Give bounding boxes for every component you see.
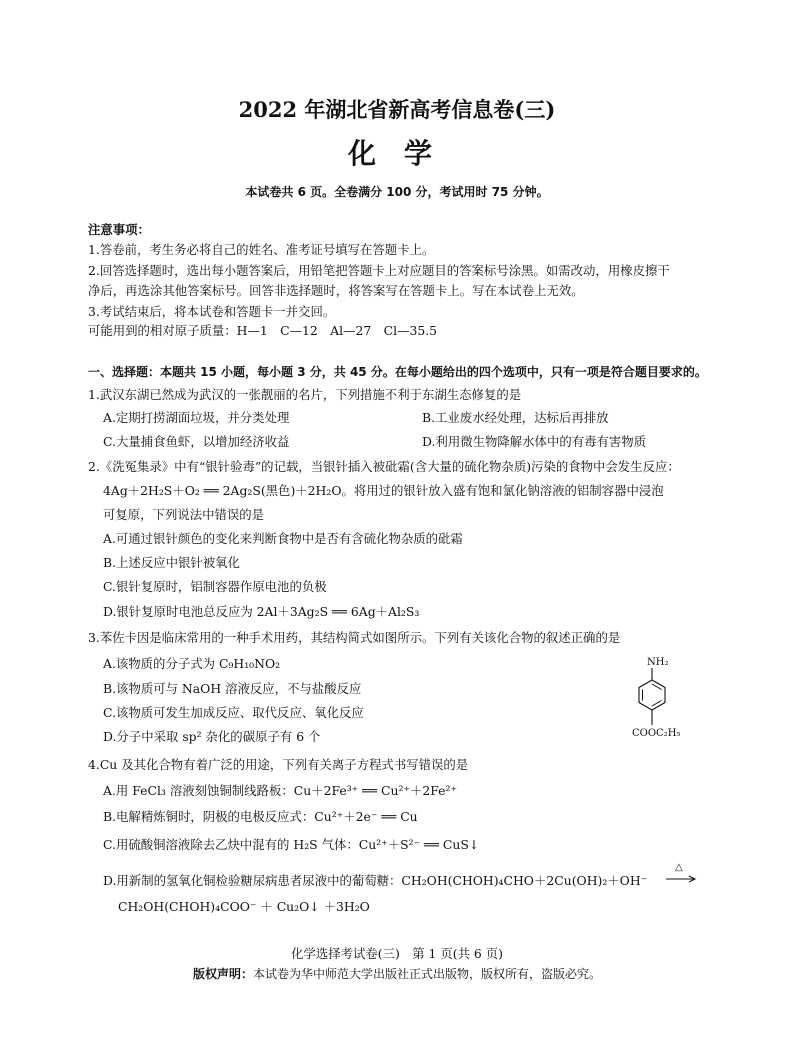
page-footer: 化学选择考试卷(三) 第 1 页(共 6 页) (291, 946, 503, 961)
amino-group-label: NH₂ (647, 657, 669, 668)
question-2-option-d: D.银针复原时电池总反应为 2Al＋3Ag₂S ══ 6Ag＋Al₂S₃ (103, 604, 420, 619)
question-4-option-b: B.电解精炼铜时，阴极的电极反应式：Cu²⁺＋2e⁻ ══ Cu (103, 809, 418, 824)
ester-group-label: COOC₂H₅ (632, 728, 681, 739)
question-2-option-c: C.银针复原时，铝制容器作原电池的负极 (103, 579, 327, 594)
benzocaine-structure (628, 655, 718, 750)
question-2-option-b: B.上述反应中银针被氧化 (103, 555, 240, 570)
note-item: 1.答卷前，考生务必将自己的姓名、准考证号填写在答题卡上。 (88, 242, 435, 257)
notes-heading: 注意事项： (88, 222, 150, 237)
question-1-option-b: B.工业废水经处理，达标后再排放 (422, 410, 609, 425)
note-item: 3.考试结束后，将本试卷和答题卡一并交回。 (88, 304, 336, 319)
question-4-option-d-continued: CH₂OH(CHOH)₄COO⁻ ＋ Cu₂O↓ ＋3H₂O (118, 899, 370, 914)
exam-subtitle: 本试卷共 6 页。全卷满分 100 分，考试用时 75 分钟。 (245, 185, 549, 199)
copyright-notice (0, 965, 794, 982)
question-3-option-d: D.分子中采取 sp² 杂化的碳原子有 6 个 (103, 729, 321, 744)
question-3-option-c: C.该物质可发生加成反应、取代反应、氧化反应 (103, 705, 364, 720)
section-heading: 一、选择题：本题共 15 小题，每小题 3 分，共 45 分。在每小题给出的四个选项中，只有一项是符合题目要求的。 (88, 365, 707, 379)
question-3-stem: 3.苯佐卡因是临床常用的一种手术用药，其结构简式如图所示。下列有关该化合物的叙述正确的是 (88, 630, 621, 645)
question-1-option-c: C.大量捕食鱼虾，以增加经济收益 (103, 434, 290, 449)
question-2-stem: 2.《洗冤集录》中有“银针验毒”的记载，当银针插入被砒霜(含大量的硫化物杂质)污染的食物中会发生反应： (88, 459, 680, 474)
question-2-equation: 4Ag＋2H₂S＋O₂ ══ 2Ag₂S(黑色)＋2H₂O。将用过的银针放入盛有饱和氯化钠溶液的铝制容器中浸泡 (103, 483, 664, 498)
copyright-text: 本试卷为华中师范大学出版社正式出版物，版权所有，盗版必究。 (253, 967, 602, 981)
copyright-label: 版权声明： (192, 967, 253, 981)
heat-symbol: △ (675, 862, 683, 873)
question-1-stem: 1.武汉东湖已然成为武汉的一张靓丽的名片，下列措施不利于东湖生态修复的是 (88, 387, 522, 402)
question-3-option-a: A.该物质的分子式为 C₉H₁₀NO₂ (103, 656, 281, 671)
exam-title: 2022 年湖北省新高考信息卷(三) (238, 97, 556, 122)
note-item: 2.回答选择题时，选出每小题答案后，用铅笔把答题卡上对应题目的答案标号涂黑。如需改动，用橡皮擦干 (88, 263, 670, 278)
question-4-option-a: A.用 FeCl₃ 溶液刻蚀铜制线路板：Cu＋2Fe³⁺ ══ Cu²⁺＋2Fe²⁺ (103, 783, 458, 798)
question-2-stem-end: 可复原，下列说法中错误的是 (103, 507, 265, 522)
atomic-masses: 可能用到的相对原子质量：H—1 C—12 Al—27 Cl—35.5 (88, 323, 438, 338)
question-4-option-d: D.用新制的氢氧化铜检验糖尿病患者尿液中的葡萄糖：CH₂OH(CHOH)₄CHO＋2Cu(OH)₂＋OH⁻ (103, 873, 648, 888)
question-4-stem: 4.Cu 及其化合物有着广泛的用途，下列有关离子方程式书写错误的是 (88, 757, 469, 772)
note-item: 净后，再选涂其他答案标号。回答非选择题时，将答案写在答题卡上。写在本试卷上无效。 (88, 283, 584, 298)
question-1-option-d: D.利用微生物降解水体中的有毒有害物质 (422, 434, 647, 449)
heat-arrow (664, 862, 698, 884)
question-4-option-c: C.用硫酸铜溶液除去乙炔中混有的 H₂S 气体：Cu²⁺＋S²⁻ ══ CuS↓ (103, 837, 480, 852)
question-1-option-a: A.定期打捞湖面垃圾，并分类处理 (103, 410, 290, 425)
question-3-option-b: B.该物质可与 NaOH 溶液反应，不与盐酸反应 (103, 681, 362, 696)
question-2-option-a: A.可通过银针颜色的变化来判断食物中是否有含硫化物杂质的砒霜 (103, 531, 463, 546)
subject-title: 化学 (347, 137, 460, 170)
